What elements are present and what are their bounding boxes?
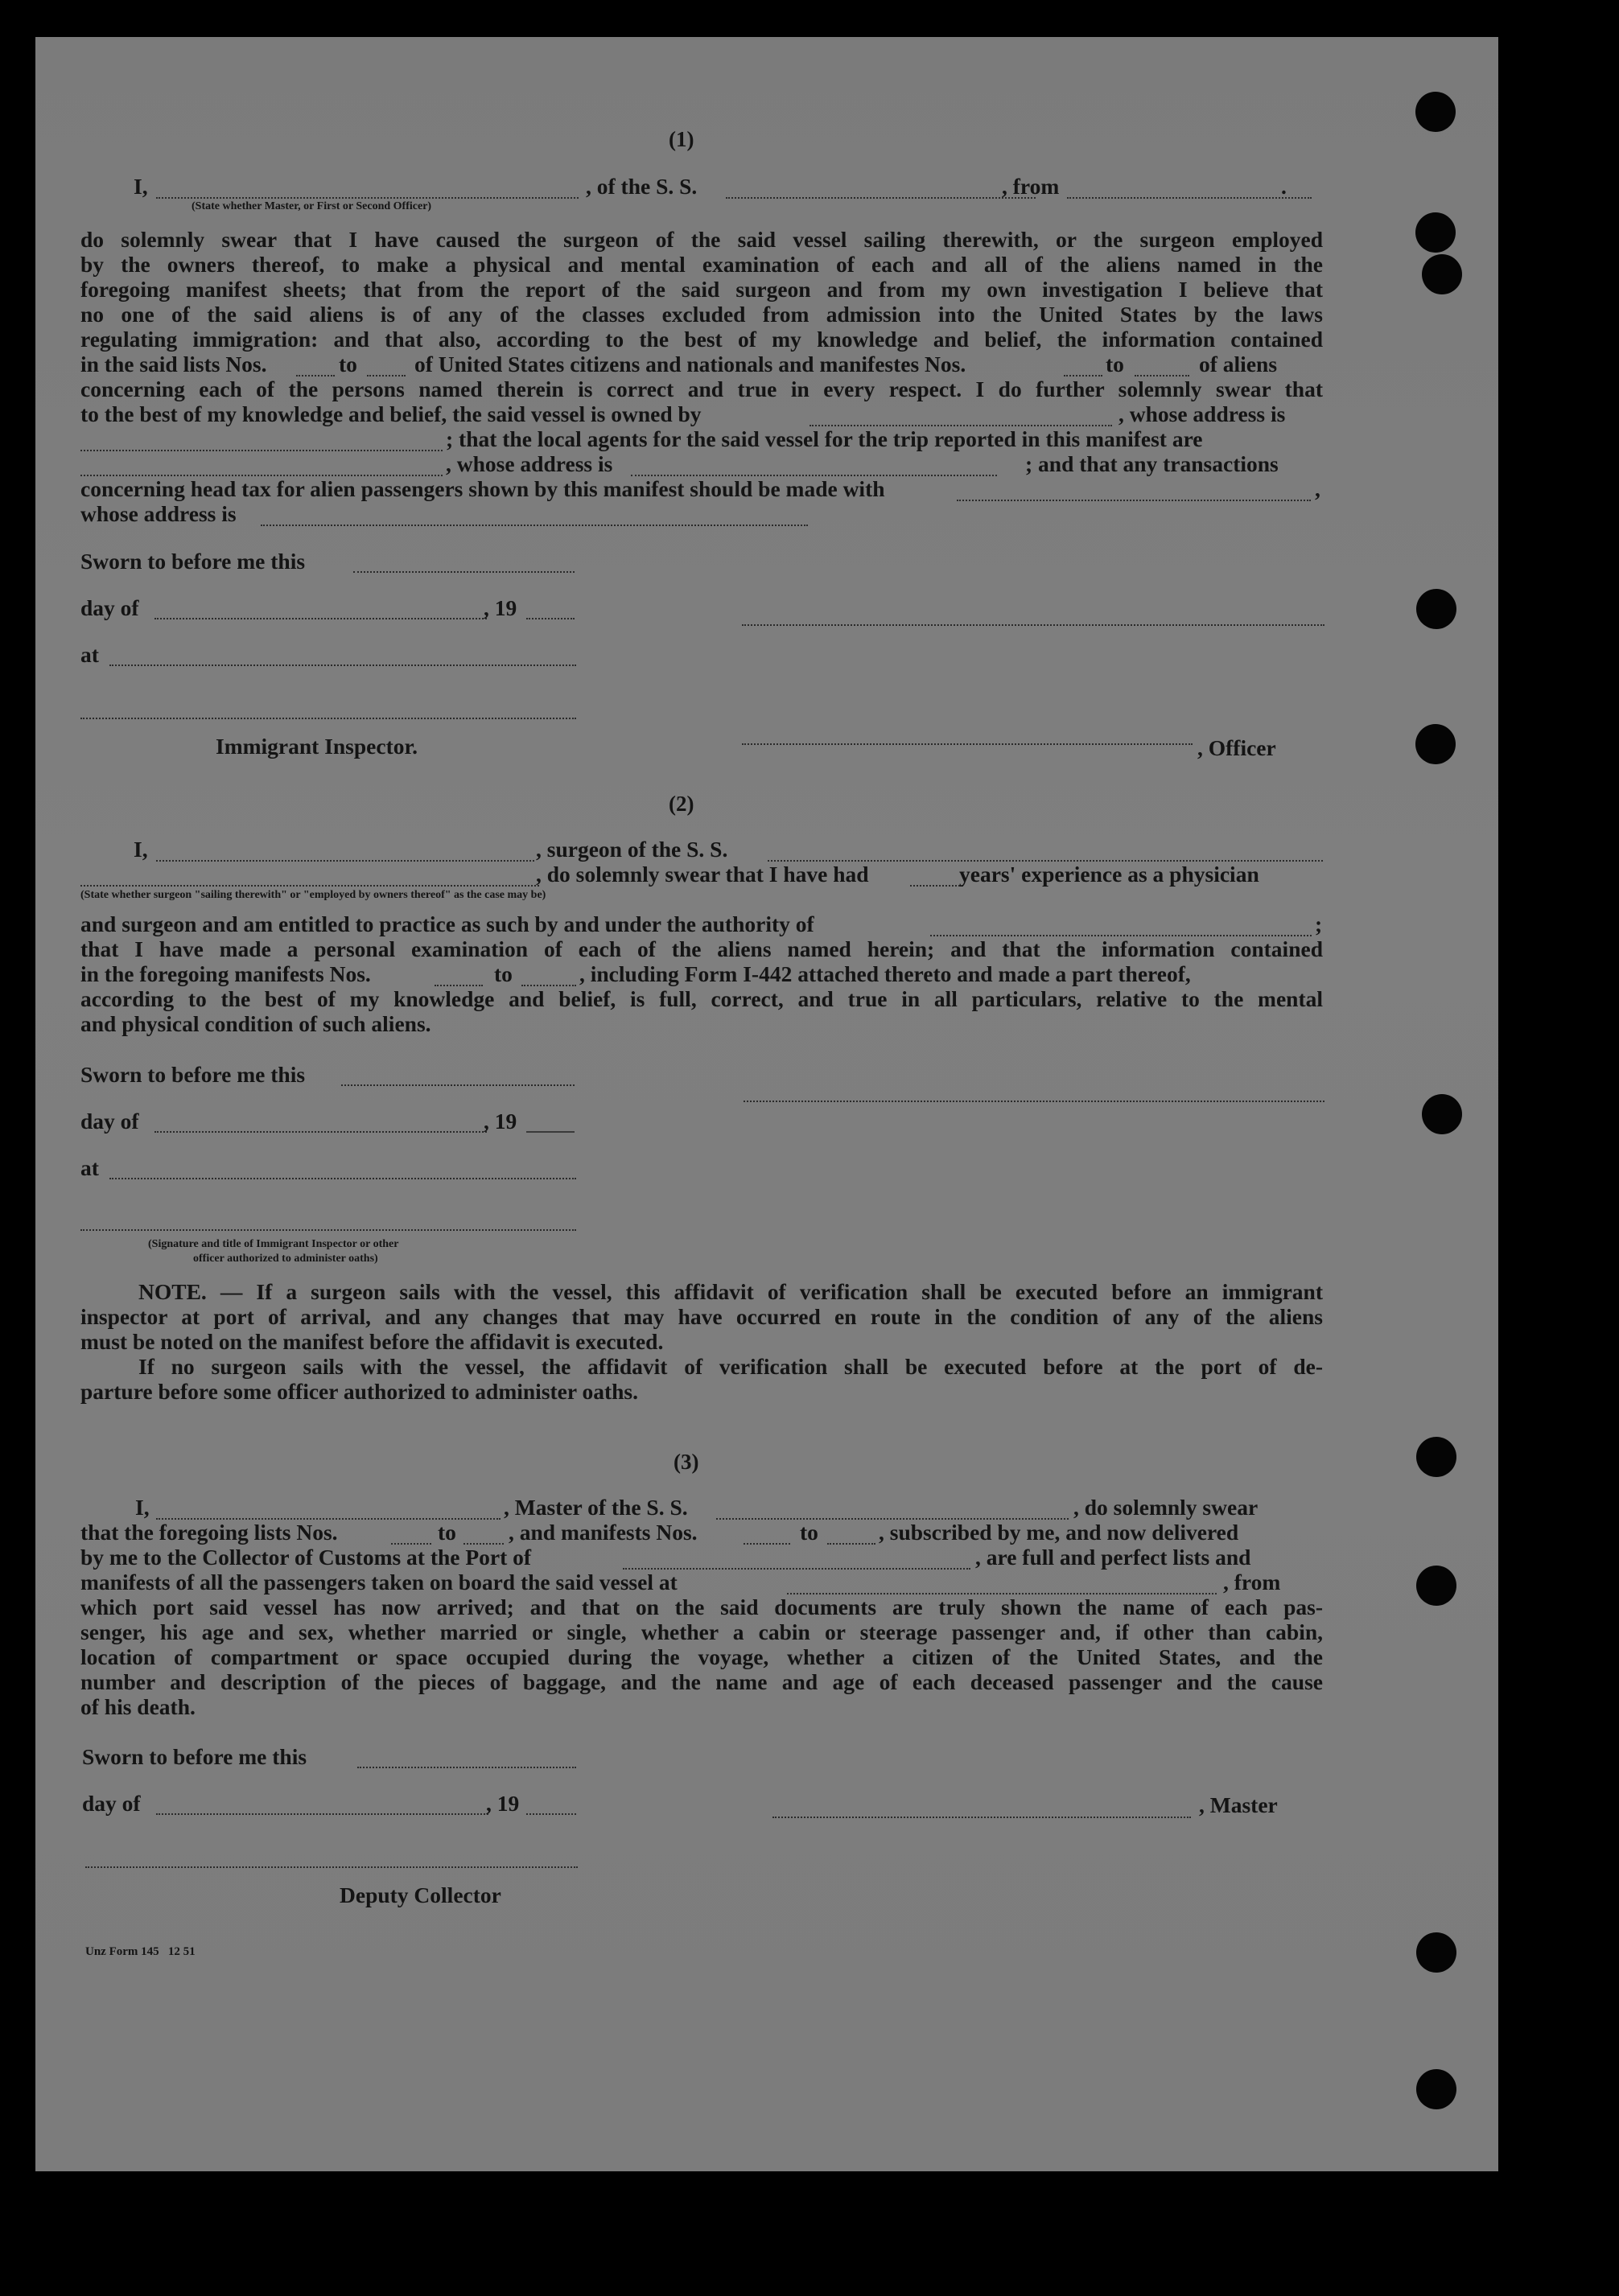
master-signature-line[interactable]	[772, 1817, 1191, 1818]
s1-at-label: at	[80, 642, 99, 667]
punch-hole	[1416, 2069, 1456, 2109]
s3-line-6: senger, his age and sex, whether married or single, whether a cabin or steerage passenger and, if other than cabin,	[80, 1619, 1323, 1644]
ship-name-field[interactable]	[726, 197, 1036, 199]
note-line-5: parture before some officer authorized to administer oaths.	[80, 1379, 638, 1404]
officer-label: , Officer	[1197, 735, 1276, 760]
section-2-heading: (2)	[669, 792, 694, 816]
s2-line-5b: to	[494, 961, 513, 986]
s2-line-2a: , do solemnly swear that I have had	[536, 862, 869, 887]
s3-line-5: which port said vessel has now arrived; and that on the said documents are truly shown the name of each pas-	[80, 1594, 1323, 1619]
s1-place-field[interactable]	[109, 665, 576, 666]
punch-hole	[1415, 724, 1456, 764]
s3-line-2a: that the foregoing lists Nos.	[80, 1520, 338, 1545]
punch-hole	[1416, 1566, 1456, 1606]
head-tax-address-field[interactable]	[261, 525, 808, 526]
i-label: I,	[134, 174, 148, 199]
period: .	[1281, 174, 1287, 199]
s3-sworn-date-field[interactable]	[357, 1767, 576, 1768]
s3-line-2c: , and manifests Nos.	[509, 1520, 698, 1545]
s3-line-2d: to	[800, 1520, 818, 1545]
s1-line-8b: , whose address is	[1118, 401, 1286, 426]
s1-sworn-label: Sworn to before me this	[80, 549, 306, 574]
s2-inspector-signature-line[interactable]	[80, 1229, 576, 1231]
s2-i-label: I,	[134, 837, 148, 862]
s3-day-of-label: day of	[82, 1791, 141, 1816]
punch-hole	[1416, 1932, 1456, 1973]
s1-line-9a: ; that the local agents for the said vessel for the trip reported in this manifest are	[446, 426, 1203, 451]
s3-line-4b: , from	[1223, 1570, 1281, 1594]
s2-line-2b: years' experience as a physician	[959, 862, 1259, 887]
s3-year-label: , 19	[486, 1791, 520, 1816]
master-label: , Master	[1199, 1792, 1278, 1817]
s3-line-3a: by me to the Collector of Customs at the Port of	[80, 1545, 532, 1570]
s1-day-of-label: day of	[80, 595, 139, 620]
note-line-2: inspector at port of arrival, and any changes that may have occurred en route in the condition of any of the aliens	[80, 1304, 1323, 1329]
s1-line-5: regulating immigration: and that also, according to the best of my knowledge and belief, the information contained	[80, 327, 1323, 352]
s3-sworn-label: Sworn to before me this	[82, 1744, 307, 1769]
s3-line-2e: , subscribed by me, and now delivered	[879, 1520, 1239, 1545]
s2-day-of-label: day of	[80, 1109, 139, 1134]
s1-year-field[interactable]	[526, 618, 575, 619]
s2-line-7: and physical condition of such aliens.	[80, 1011, 431, 1036]
s3-line-8: number and description of the pieces of baggage, and the name and age of each deceased passenger and the cause	[80, 1669, 1323, 1694]
punch-hole	[1415, 92, 1456, 132]
note-line-3: must be noted on the manifest before the affidavit is executed.	[80, 1329, 664, 1354]
s1-line-11b: ,	[1315, 476, 1320, 501]
s1-inspector-signature-line[interactable]	[80, 718, 576, 719]
immigrant-inspector-label: Immigrant Inspector.	[216, 734, 418, 759]
surgeon-name-field[interactable]	[156, 860, 534, 862]
s1-month-field[interactable]	[154, 618, 487, 619]
s3-i-label: I,	[135, 1495, 150, 1520]
s1-line-11a: concerning head tax for alien passengers shown by this manifest should be made with	[80, 476, 885, 501]
punch-hole	[1422, 254, 1462, 294]
deputy-signature-line[interactable]	[85, 1866, 578, 1868]
s3-line-7: location of compartment or space occupied during the voyage, whether a citizen of the United States, and the	[80, 1644, 1323, 1669]
section-1-heading: (1)	[669, 127, 694, 151]
s1-line-6b: to	[339, 352, 357, 376]
s1-line-6a: in the said lists Nos.	[80, 352, 267, 376]
s2-month-field[interactable]	[154, 1131, 487, 1133]
s2-line-5a: in the foregoing manifests Nos.	[80, 961, 371, 986]
s1-line-8a: to the best of my knowledge and belief, the said vessel is owned by	[80, 401, 702, 426]
s2-year-label: , 19	[484, 1109, 517, 1134]
years-experience-field[interactable]	[910, 885, 963, 887]
s3-month-field[interactable]	[156, 1813, 488, 1815]
owner-address-field[interactable]	[80, 450, 443, 451]
form-sheet	[35, 37, 1498, 2171]
signature-caption-2: officer authorized to administer oaths)	[193, 1253, 378, 1265]
surgeon-status-field[interactable]	[80, 885, 539, 887]
s2-place-field[interactable]	[109, 1178, 576, 1179]
officer-name-field[interactable]	[156, 197, 579, 199]
master-of-label: , Master of the S. S.	[504, 1495, 688, 1520]
note-line-4: If no surgeon sails with the vessel, the affidavit of verification shall be executed before at the port of de-	[138, 1354, 1323, 1379]
s1-line-7: concerning each of the persons named therein is correct and true in every respect. I do further solemnly swear that	[80, 376, 1323, 401]
s1-line-6d: to	[1106, 352, 1124, 376]
of-ss-label: , of the S. S.	[586, 174, 698, 199]
s2-line-3b: ;	[1315, 911, 1323, 936]
note-line-1: NOTE. — If a surgeon sails with the vessel, this affidavit of verification shall be executed before an immigrant	[138, 1279, 1323, 1304]
s3-line-9: of his death.	[80, 1694, 196, 1719]
s1-line-3: foregoing manifest sheets; that from the report of the said surgeon and from my own investigation I believe that	[80, 277, 1323, 302]
s1-line-1: do solemnly swear that I have caused the surgeon of the said vessel sailing therewith, or the surgeon employed	[80, 227, 1323, 252]
from-label: , from	[1002, 174, 1060, 199]
s3-line-4a: manifests of all the passengers taken on board the said vessel at	[80, 1570, 678, 1594]
s3-line-3b: , are full and perfect lists and	[975, 1545, 1251, 1570]
s2-year-field[interactable]	[526, 1131, 575, 1133]
surgeon-caption: (State whether surgeon "sailing therewith" or "employed by owners thereof" as the case may be)	[80, 889, 546, 901]
s2-sworn-date-field[interactable]	[341, 1084, 575, 1086]
signature-caption-1: (Signature and title of Immigrant Inspector or other	[148, 1238, 399, 1250]
s3-manifests-from-field[interactable]	[744, 1543, 790, 1545]
s2-line-3a: and surgeon and am entitled to practice as such by and under the authority of	[80, 911, 814, 936]
s3-manifests-to-field[interactable]	[827, 1543, 875, 1545]
head-tax-agent-field[interactable]	[957, 500, 1311, 501]
s2-line-6: according to the best of my knowledge and belief, is full, correct, and true in all particulars, relative to the mental	[80, 986, 1323, 1011]
s1-sworn-date-field[interactable]	[353, 571, 575, 573]
s2-surgeon-signature-line[interactable]	[744, 1101, 1324, 1102]
punch-hole	[1422, 1094, 1462, 1134]
s3-line-2b: to	[438, 1520, 456, 1545]
s1-officer-signature-line[interactable]	[742, 624, 1324, 626]
s1-line-10a: , whose address is	[446, 451, 613, 476]
punch-hole	[1415, 212, 1456, 253]
s2-at-label: at	[80, 1155, 99, 1180]
form-number: Unz Form 145 12 51	[85, 1945, 196, 1958]
deputy-collector-label: Deputy Collector	[340, 1882, 501, 1907]
from-port-field[interactable]	[1067, 197, 1312, 199]
s1-line-4: no one of the said aliens is of any of the classes excluded from admission into the United States by the laws	[80, 302, 1323, 327]
s1-line-6e: of aliens	[1199, 352, 1278, 376]
section-3-heading: (3)	[674, 1450, 699, 1474]
s3-year-field[interactable]	[526, 1813, 576, 1815]
swear-label: , do solemnly swear	[1073, 1495, 1259, 1520]
s1-line-10b: ; and that any transactions	[1025, 451, 1279, 476]
s2-sworn-label: Sworn to before me this	[80, 1062, 306, 1087]
officer-caption: (State whether Master, or First or Second Officer)	[192, 200, 432, 212]
punch-hole	[1416, 589, 1456, 629]
s1-line-6c: of United States citizens and nationals and manifestes Nos.	[414, 352, 966, 376]
surgeon-of-label: , surgeon of the S. S.	[536, 837, 728, 862]
s1-officer-title-line[interactable]	[742, 743, 1193, 745]
s2-line-4: that I have made a personal examination of each of the aliens named herein; and that the information contained	[80, 936, 1323, 961]
s1-year-label: , 19	[484, 595, 517, 620]
s2-line-5c: , including Form I-442 attached thereto and made a part thereof,	[579, 961, 1191, 986]
s1-line-12a: whose address is	[80, 501, 237, 526]
punch-hole	[1416, 1437, 1456, 1477]
s1-line-2: by the owners thereof, to make a physical and mental examination of each and all of the aliens named in the	[80, 252, 1323, 277]
